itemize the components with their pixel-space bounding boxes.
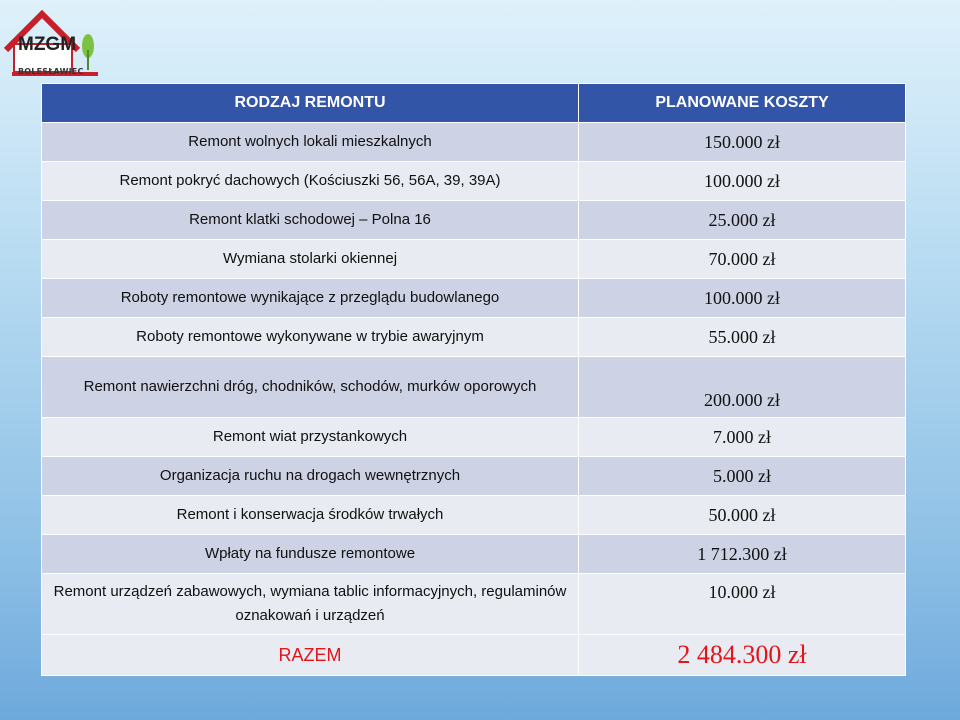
row-description: Remont wolnych lokali mieszkalnych [42,123,579,162]
total-label: RAZEM [42,635,579,676]
row-description: Wpłaty na fundusze remontowe [42,535,579,574]
row-cost: 25.000 zł [579,201,906,240]
row-description: Organizacja ruchu na drogach wewnętrznych [42,457,579,496]
total-row [42,635,906,676]
table-row [42,496,906,535]
table-row [42,357,906,418]
logo-subtitle: BOLESŁAWIEC [18,67,84,76]
table-header-row [42,84,906,123]
table-row [42,574,906,635]
table-row [42,201,906,240]
table-row [42,123,906,162]
row-cost: 100.000 zł [579,162,906,201]
row-cost: 100.000 zł [579,279,906,318]
table-row [42,457,906,496]
total-value: 2 484.300 zł [579,635,906,676]
table-row [42,279,906,318]
row-description: Roboty remontowe wynikające z przeglądu budowlanego [42,279,579,318]
row-description: Wymiana stolarki okiennej [42,240,579,279]
column-header-type: RODZAJ REMONTU [42,84,579,123]
table-row [42,240,906,279]
row-description: Remont nawierzchni dróg, chodników, schodów, murków oporowych [42,357,579,418]
table-row [42,535,906,574]
mzgm-logo [4,10,104,82]
row-description: Remont wiat przystankowych [42,418,579,457]
row-cost: 55.000 zł [579,318,906,357]
row-description: Roboty remontowe wykonywane w trybie awaryjnym [42,318,579,357]
row-cost: 70.000 zł [579,240,906,279]
row-cost: 200.000 zł [579,357,906,418]
row-cost: 1 712.300 zł [579,535,906,574]
row-description: Remont pokryć dachowych (Kościuszki 56, 56A, 39, 39A) [42,162,579,201]
row-cost: 150.000 zł [579,123,906,162]
table-row [42,418,906,457]
logo-text: MZGM [18,34,77,55]
row-cost: 50.000 zł [579,496,906,535]
column-header-cost: PLANOWANE KOSZTY [579,84,906,123]
row-description: Remont urządzeń zabawowych, wymiana tablic informacyjnych, regulaminów oznakowań i urządzeń [42,574,579,635]
table-row [42,318,906,357]
renovation-cost-table [41,83,905,676]
row-description: Remont i konserwacja środków trwałych [42,496,579,535]
row-cost: 5.000 zł [579,457,906,496]
row-cost: 10.000 zł [579,574,906,635]
row-cost: 7.000 zł [579,418,906,457]
row-description: Remont klatki schodowej – Polna 16 [42,201,579,240]
table-row [42,162,906,201]
